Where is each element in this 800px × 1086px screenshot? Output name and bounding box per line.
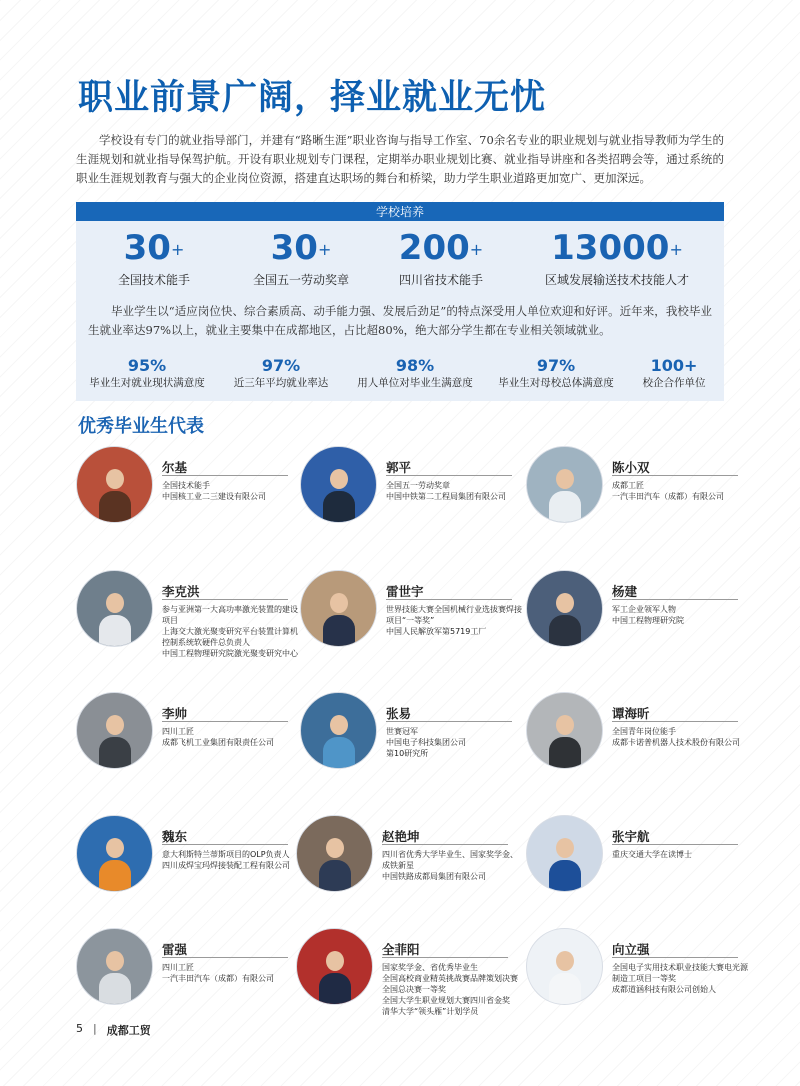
small-stat [632, 357, 716, 390]
small-stat-label: 近三年平均就业率达 [233, 377, 329, 389]
small-stat [348, 357, 482, 390]
big-stat-value: 30 [123, 228, 171, 268]
graduate-description: 世赛冠军 中国电子科技集团公司 第10研究所 [386, 727, 466, 758]
graduate-name: 李帅 [162, 706, 188, 721]
graduate-card [76, 570, 306, 680]
graduate-description: 国家奖学金、省优秀毕业生 全国高校商业精英挑战赛品牌策划决赛全国总决赛一等奖 全国大学生职业规划大赛四川省金奖 清华大学“领头雁”计划学员 [382, 963, 518, 1016]
name-divider [386, 475, 512, 476]
graduate-photo [76, 692, 153, 769]
graduate-description: 成都工匠 一汽丰田汽车（成都）有限公司 [612, 481, 724, 501]
graduate-card [526, 692, 756, 802]
big-stat-plus: + [317, 240, 332, 259]
big-stat-value: 30 [270, 228, 318, 268]
small-stat-value: 97% [261, 356, 301, 375]
small-stat-value: 97% [536, 356, 576, 375]
graduate-photo [300, 446, 377, 523]
graduate-name: 李克洪 [162, 584, 200, 599]
graduate-name: 赵艳坤 [382, 829, 420, 844]
graduate-description: 全国电子实用技术职业技能大赛电光源制造工项目一等奖 成都道涵科技有限公司创始人 [612, 963, 748, 994]
big-stat-plus: + [170, 240, 185, 259]
big-stat [376, 229, 506, 288]
small-stat [80, 357, 214, 390]
employment-paragraph: 毕业学生以“适应岗位快、综合素质高、动手能力强、发展后劲足”的特点深受用人单位欢迎和好评。近年来，我校毕业生就业率达97%以上，就业主要集中在成都地区，占比超80%，绝大部分学生都在专业相关领域就业。 [88, 304, 712, 337]
graduate-photo [76, 570, 153, 647]
graduate-photo [526, 692, 603, 769]
small-stat-label: 毕业生对就业现状满意度 [89, 377, 205, 389]
name-divider [162, 721, 288, 722]
graduate-card [526, 570, 756, 680]
graduate-name: 尔基 [162, 460, 188, 475]
name-divider [162, 599, 288, 600]
graduate-card [76, 446, 306, 556]
graduate-name: 雷强 [162, 942, 188, 957]
big-stat [94, 229, 214, 288]
small-stat [486, 357, 626, 390]
graduate-description: 全国技术能手 中国核工业二三建设有限公司 [162, 481, 266, 501]
page-number: 5 [76, 1022, 83, 1035]
magazine-name: 成都工贸 [106, 1024, 151, 1037]
cultivation-panel [76, 202, 724, 401]
graduate-name: 张易 [386, 706, 412, 721]
small-stat-value: 95% [127, 356, 167, 375]
graduate-card [300, 570, 530, 680]
graduate-name: 魏东 [162, 829, 188, 844]
name-divider [386, 721, 512, 722]
graduate-card [76, 815, 306, 925]
small-stat-label: 校企合作单位 [642, 377, 706, 389]
graduate-description: 世界技能大赛全国机械行业选拔赛焊接项目“一等奖” 中国人民解放军第5719工厂 [386, 605, 522, 636]
graduate-card [526, 815, 756, 925]
graduate-photo [526, 570, 603, 647]
graduates-title: 优秀毕业生代表 [78, 416, 204, 437]
graduate-name: 郭平 [386, 460, 412, 475]
cultivation-header: 学校培养 [76, 202, 724, 221]
big-stat-label: 区域发展输送技术技能人才 [544, 273, 689, 287]
graduate-description: 四川工匠 一汽丰田汽车（成都）有限公司 [162, 963, 274, 983]
graduate-name: 向立强 [612, 942, 650, 957]
graduate-photo [296, 928, 373, 1005]
big-stat-label: 全国技术能手 [117, 273, 190, 287]
big-stat-value: 200 [398, 228, 470, 268]
small-stat-value: 100+ [650, 356, 698, 375]
name-divider [382, 957, 508, 958]
graduate-photo [76, 446, 153, 523]
graduate-card [76, 692, 306, 802]
name-divider [162, 475, 288, 476]
graduate-description: 四川省优秀大学毕业生、国家奖学金、成铁新星 中国铁路成都局集团有限公司 [382, 850, 518, 881]
big-stat-label: 四川省技术能手 [398, 273, 483, 287]
graduate-name: 张宇航 [612, 829, 650, 844]
footer-separator: | [93, 1022, 97, 1035]
name-divider [386, 599, 512, 600]
small-stat-label: 用人单位对毕业生满意度 [357, 377, 473, 389]
graduate-card [300, 446, 530, 556]
graduate-photo [296, 815, 373, 892]
name-divider [612, 475, 738, 476]
name-divider [612, 599, 738, 600]
intro-paragraph: 学校设有专门的就业指导部门，并建有“路晰生涯”职业咨询与指导工作室、70余名专业的职业规划与就业指导教师为学生的生涯规划和就业指导保驾护航。开设有职业规划专门课程，定期举办职业规划比赛、就业指导讲座和各类招聘会等，通过系统的职业生涯规划教育与强大的企业岗位资源，搭建直达职场的舞台和桥梁，助力学生职业道路更加宽广、更加深远。 [76, 133, 724, 185]
graduate-card [300, 692, 530, 802]
graduate-card [296, 815, 526, 925]
page-title: 职业前景广阔，择业就业无忧 [78, 78, 547, 118]
graduate-photo [526, 446, 603, 523]
graduate-description: 意大利斯特兰蒂斯项目的OLP负责人 四川成焊宝玛焊接装配工程有限公司 [162, 850, 290, 870]
name-divider [382, 844, 508, 845]
big-stat-label: 全国五一劳动奖章 [252, 273, 349, 287]
name-divider [612, 957, 738, 958]
graduate-photo [526, 928, 603, 1005]
graduate-name: 谭海昕 [612, 706, 650, 721]
big-stat-value: 13000 [551, 228, 670, 268]
page-footer [76, 1022, 151, 1038]
graduate-description: 四川工匠 成都飞机工业集团有限责任公司 [162, 727, 274, 747]
graduate-description: 全国青年岗位能手 成都卡诺普机器人技术股份有限公司 [612, 727, 740, 747]
graduate-description: 军工企业领军人物 中国工程物理研究院 [612, 605, 684, 625]
graduate-card [526, 446, 756, 556]
graduate-card [296, 928, 526, 1038]
name-divider [612, 721, 738, 722]
small-stat-label: 毕业生对母校总体满意度 [498, 377, 614, 389]
graduate-description: 参与亚洲第一大高功率激光装置的建设项目 上海交大激光聚变研究平台装置计算机控制系统软硬件总负责人 中国工程物理研究院激光聚变研究中心 [162, 605, 298, 658]
big-stat-plus: + [669, 240, 683, 259]
graduate-name: 陈小双 [612, 460, 650, 475]
graduate-photo [300, 570, 377, 647]
graduate-photo [300, 692, 377, 769]
name-divider [612, 844, 738, 845]
big-stat-plus: + [469, 240, 484, 259]
graduate-description: 重庆交通大学在读博士 [612, 850, 692, 859]
small-stat [222, 357, 340, 390]
graduate-description: 全国五一劳动奖章 中国中铁第二工程局集团有限公司 [386, 481, 506, 501]
big-stat [226, 229, 376, 288]
graduate-photo [526, 815, 603, 892]
graduate-photo [76, 815, 153, 892]
small-stat-value: 98% [395, 356, 435, 375]
graduate-name: 雷世宇 [386, 584, 424, 599]
graduate-photo [76, 928, 153, 1005]
graduate-card [526, 928, 756, 1038]
big-stat [522, 229, 712, 288]
name-divider [162, 844, 288, 845]
graduate-name: 全菲阳 [382, 942, 420, 957]
graduate-name: 杨建 [612, 584, 638, 599]
name-divider [162, 957, 288, 958]
